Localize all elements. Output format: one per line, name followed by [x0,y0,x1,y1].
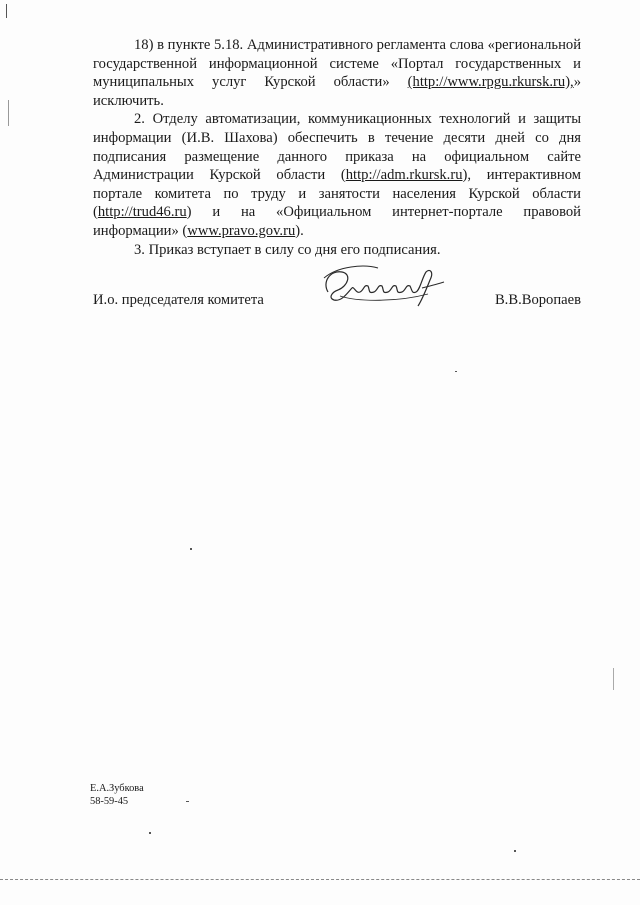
item-2-text-d: ). [295,222,304,239]
pravo-gov-link[interactable]: www.pravo.gov.ru [187,222,296,239]
rpgu-link[interactable]: (http://www.rpgu.rkursk.ru), [407,74,574,91]
item-3-text: 3. Приказ вступает в силу со дня его подписания. [134,241,441,258]
scan-dot-5 [149,832,151,834]
scan-dot-6 [514,850,516,852]
scan-dot-3 [613,668,614,690]
item-2-paragraph [93,110,581,240]
executor-phone: 58-59-45 [90,796,129,807]
signatory-name: В.В.Воропаев [494,292,581,308]
item-2-text-b: ), интерактивном портале комитета по труду и занятости населения Курской области ( [93,167,581,221]
document-body [93,36,581,259]
executor-name: Е.А.Зубкова [90,783,144,794]
scan-dot-2 [190,548,192,550]
scan-bottom-edge [0,879,640,880]
trud46-link[interactable]: http://trud46.ru [97,204,187,221]
adm-rkursk-link[interactable]: http://adm.rkursk.ru [345,167,463,184]
item-18-tail: » исключить. [93,74,581,109]
scan-dot-4 [186,801,189,802]
item-3-paragraph [93,241,581,260]
executor-block [90,782,144,808]
item-2-text-a: 2. Отделу автоматизации, коммуникационных технологий и защиты информации (И.В. Шахова) обеспечить в течение десяти дней со дня подписания размещение данного приказа на официальном сайте Администрации Курской области ( [93,111,581,184]
signatory-title: И.о. председателя комитета [93,292,264,308]
item-18-text: 18) в пункте 5.18. Административного регламента слова «региональной государственной информационной системе «Портал государственных и муниципальных услуг Курской области» [93,37,581,91]
signature-row [93,292,581,312]
item-18-paragraph [93,36,581,110]
scan-dot-1 [455,371,457,372]
item-2-text-c: ) и на «Официальном интернет-портале правовой информации» ( [93,204,581,239]
scan-mark-left-mid [8,100,9,126]
scan-mark-left-top [6,4,7,18]
